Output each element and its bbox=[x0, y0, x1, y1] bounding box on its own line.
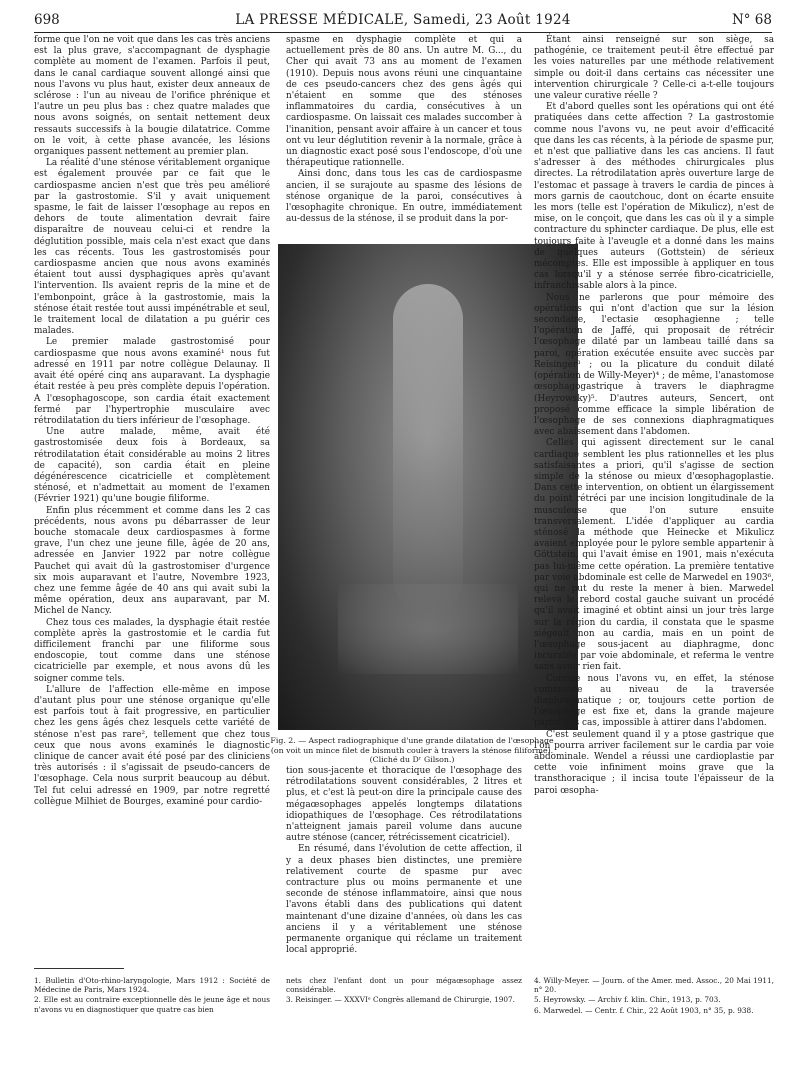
page-number: 698 bbox=[34, 12, 60, 28]
paragraph: Nous ne parlerons que pour mémoire des opérations qui n'ont d'action que sur la lésion secondaire, l'ectasie œsophagienne ; telle l'opération de Jaffé, qui proposait de rétrécir l'œsophage dilaté par un lambeau taillé dans sa paroi, opération exécutée ensuite avec succès par Reisinger³ ; ou la plicature du conduit dilaté (opération de Willy-Meyer)⁴ ; de même, l'anastomose œsophagogastrique à travers le diaphragme (Heyrowsky)⁵. D'autres auteurs, Sencert, ont proposé comme efficace la simple libération de l'œsophage de ses connexions diaphragmatiques avec abaissement dans l'abdomen. bbox=[534, 292, 774, 438]
paragraph: En résumé, dans l'évolution de cette affection, il y a deux phases bien distinctes, une première relativement courte de spasme pur avec contracture plus ou moins permanente et une seconde de sténose inflammatoire, ainsi que nous l'avons établi dans des publications qui datent maintenant d'une dizaine d'années, où dans les cas anciens il y a véritablement une sténose permanente organique qui réclame un traitement local approprié. bbox=[286, 844, 522, 956]
paragraph: Chez tous ces malades, la dysphagie était restée complète après la gastrostomie et le cardia fut difficilement franchi par une filiforme sous endoscopie, tout comme dans une sténose cicatricielle par exemple, et nous avons dû les soigner comme tels. bbox=[34, 617, 270, 684]
dilatation-shadow bbox=[338, 584, 518, 674]
footnotes-left bbox=[34, 976, 270, 1015]
issue-number: N° 68 bbox=[731, 12, 772, 28]
radiograph-figure bbox=[278, 244, 578, 730]
journal-title: LA PRESSE MÉDICALE, Samedi, 23 Août 1924 bbox=[235, 12, 571, 28]
paragraph: L'allure de l'affection elle-même en impose d'autant plus pour une sténose organique qu'elle est parfois tout à fait progressive, en particulier chez les gens âgés chez lesquels cette variété de sténose n'est pas rare², tellement que chez tous ceux que nous avons examinés le diagnostic clinique de cancer avait été posé par des cliniciens très autorisés : il s'agissait de pseudo-cancers de l'œsophage. Cela nous surprit beaucoup au début. Tel fut celui adressé en 1909, par notre regretté collègue Milhiet de Bourges, examiné pour cardio- bbox=[34, 684, 270, 807]
footnote: 5. Heyrowsky. — Archiv f. klin. Chir., 1913, p. 703. bbox=[534, 995, 721, 1005]
paragraph: La réalité d'une sténose véritablement organique est également prouvée par ce fait que le cardiospasme ancien n'est que très peu amélioré par la gastrostomie. S'il y avait uniquement spasme, le fait de laisser l'œsophage au repos en dehors de toute alimentation devrait faire disparaître de nouveau celui-ci et rendre la déglutition possible, mais cela n'est exact que dans les cas récents. Tous les gastrostomisés pour cardiospasme ancien que nous avons examinés étaient tout aussi dysphagiques après qu'avant l'intervention. Ils avaient repris de la mine et de l'embonpoint, grâce à la gastrostomie, mais la sténose était restée tout aussi impénétrable et seul, le traitement local de dilatation a pu guérir ces malades. bbox=[34, 158, 270, 337]
column-middle-top bbox=[286, 35, 522, 265]
page-header bbox=[34, 10, 772, 33]
caption-line: (on voit un mince filet de bismuth couler à travers la sténose filiforme). bbox=[270, 745, 554, 755]
caption-credit: (Cliché du Dʳ Gilson.) bbox=[369, 755, 455, 765]
paragraph: Celles qui agissent directement sur le canal cardiaque semblent les plus rationnelles et les plus satisfaisantes a priori, qu'il s'agisse de section simple de la sténose ou mieux d'œsophagoplastie. Dans cette intervention, on obtient un élargissement du point rétréci par une incision longitudinale de la musculeuse que l'on suture ensuite transversalement. L'idée d'appliquer au cardia sténosé la méthode que Heinecke et Mikulicz avaient employée pour le pylore semble appartenir à Göttstein, qui l'avait émise en 1901, mais n'exécuta pas lui-même cette opération. La première tentative par voie abdominale est celle de Marwedel en 1903⁶, qui ne put du reste la mener à bien. Marwedel releva le rebord costal gauche suivant un procédé qu'il avait imaginé et obtint ainsi un jour très large sur la région du cardia, il constata que le spasme siégeait non au cardia, mais en un point de l'œsophage sous-jacent au diaphragme, donc incurable par voie abdominale, et referma le ventre sans avoir rien fait. bbox=[534, 438, 774, 673]
paragraph: Enfin plus récemment et comme dans les 2 cas précédents, nous avons pu débarrasser de leur bouche stomacale deux cardiospasmes à forme grave, l'un chez une jeune fille, âgée de 20 ans, adressée en Janvier 1922 par notre collègue Pauchet qui avait dû la gastrostomiser d'urgence six mois auparavant et l'autre, Novembre 1923, chez une femme âgée de 40 ans qui avait subi la même opération, deux ans auparavant, par M. Michel de Nancy. bbox=[34, 505, 270, 617]
paragraph: Une autre malade, même, avait été gastrostomisée deux fois à Bordeaux, sa rétrodilatation était considérable au moins 2 litres de capacité), son cardia était en pleine dégénérescence cicatricielle et complètement sténosé, et n'admettait au moment de l'examen (Février 1921) qu'une bougie filiforme. bbox=[34, 427, 270, 505]
paragraph: spasme en dysphagie complète et qui a actuellement près de 80 ans. Un autre M. G..., du Cher qui avait 73 ans au moment de l'examen (1910). Depuis nous avons réuni une cinquantaine de ces pseudo-cancers chez des gens âgés qui n'étaient en somme que des sténoses inflammatoires du cardia, consécutives à un cardiospasme. On laissait ces malades succomber à l'inanition, pensant avoir affaire à un cancer et tous ont vu leur déglutition revenir à la normale, grâce à un diagnostic exact posé sous l'endoscope, d'où une thérapeutique rationnelle. bbox=[286, 35, 522, 169]
paragraph: Étant ainsi renseigné sur son siège, sa pathogénie, ce traitement peut-il être effectué par les voies naturelles par une méthode relativement simple ou doit-il dans certains cas nécessiter une intervention chirurgicale ? Celle-ci a-t-elle toujours une valeur curative réelle ? bbox=[534, 35, 774, 102]
paragraph: Et d'abord quelles sont les opérations qui ont été pratiquées dans cette affection ? La gastrostomie comme nous l'avons vu, ne peut avoir d'efficacité que dans les cas récents, à la période de spasme pur, et n'est que palliative dans les cas anciens. Il faut s'adresser à des méthodes chirurgicales plus directes. La rétrodilatation après ouverture large de l'estomac et passage à travers le cardia de pinces à mors garnis de caoutchouc, dont on écarte ensuite les mors (telle est l'opération de Mikulicz), n'est de mise, on le conçoit, que dans les cas où il y a simple contracture du sphincter cardiaque. De plus, elle est toujours faite à l'aveugle et a donné dans les mains de quelques auteurs (Gottstein) de sérieux mécomptes. Elle est impossible à appliquer en tous cas lorsqu'il y a sténose serrée fibro-cicatricielle, infranchissable alors à la pince. bbox=[534, 102, 774, 292]
footnotes-right bbox=[534, 976, 774, 1016]
paragraph: tion sous-jacente et thoracique de l'œsophage des rétrodilatations souvent considérables, 2 litres et plus, et c'est là peut-on dire la principale cause des mégaœsophages appelés longtemps dilatations idiopathiques de l'œsophage. Ces rétrodilatations n'atteignent jamais pareil volume dans aucune autre sténose (cancer, rétrécissement cicatriciel). bbox=[286, 766, 522, 844]
figure-caption bbox=[262, 736, 562, 765]
caption-line: Fig. 2. — Aspect radiographique d'une grande dilatation de l'œsophage bbox=[270, 736, 554, 745]
paragraph: Ainsi donc, dans tous les cas de cardiospasme ancien, il se surajoute au spasme des lésions de sténose organique de la paroi, consécutives à l'œsophagite chronique. En outre, immédiatement au-dessus de la sténose, il se produit dans la por- bbox=[286, 169, 522, 225]
column-left bbox=[34, 35, 270, 950]
paragraph: Comme nous l'avons vu, en effet, la sténose commence au niveau de la traversée diaphragmatique ; or, toujours cette portion de l'œsophage est fixe et, dans la grande majeure partie des cas, impossible à attirer dans l'abdomen. bbox=[534, 673, 774, 729]
esophagus-shadow bbox=[393, 284, 463, 614]
footnote: 6. Marwedel. — Centr. f. Chir., 22 Août 1903, n° 35, p. 938. bbox=[534, 1005, 754, 1015]
paragraph: forme que l'on ne voit que dans les cas très anciens est la plus grave, s'accompagnant de dysphagie complète au moment de l'examen. Parfois il peut, dans le canal cardiaque souvent allongé ainsi que nous l'avons vu plus haut, exister deux anneaux de sclérose : l'un au niveau de l'orifice phrénique et l'autre un peu plus bas : chez quatre malades que nous avons soignés, on sentait nettement deux ressauts successifs à la bougie dilatatrice. Comme on le voit, à cette phase avancée, les lésions organiques passent nettement au premier plan. bbox=[34, 35, 270, 158]
column-right bbox=[534, 35, 774, 950]
footnote: 4. Willy-Meyer. — Journ. of the Amer. med. Assoc., 20 Mai 1911, n° 20. bbox=[534, 976, 774, 995]
footnotes-middle bbox=[286, 976, 522, 1006]
footnote: 1. Bulletin d'Oto-rhino-laryngologie, Mars 1912 : Société de Médecine de Paris, Mars 1924. bbox=[34, 976, 270, 995]
footnote: nets chez l'enfant dont un pour mégaœsophage assez considérable. bbox=[286, 976, 522, 995]
paragraph: Le premier malade gastrostomisé pour cardiospasme que nous avons examiné¹ nous fut adressé en 1911 par notre collègue Delaunay. Il avait été opéré cinq ans auparavant. La dysphagie était restée à peu près complète depuis l'opération. A l'œsophagoscope, son cardia était exactement fermé par l'hypertrophie musculaire avec rétrodilatation du tiers inférieur de l'œsophage. bbox=[34, 337, 270, 426]
footnote: 3. Reisinger. — XXXVIᵉ Congrès allemand de Chirurgie, 1907. bbox=[286, 995, 515, 1005]
paragraph: C'est seulement quand il y a ptose gastrique que l'on pourra arriver facilement sur le cardia par voie abdominale. Wendel a réussi une cardioplastie par cette voie infiniment moins grave que la transthoracique ; il incisa toute l'épaisseur de la paroi œsopha- bbox=[534, 729, 774, 796]
footnote-rule bbox=[34, 968, 124, 969]
column-middle-bottom bbox=[286, 766, 522, 956]
footnote: 2. Elle est au contraire exceptionnelle dès le jeune âge et nous n'avons vu en diagnostiquer que quatre cas bien bbox=[34, 995, 270, 1014]
